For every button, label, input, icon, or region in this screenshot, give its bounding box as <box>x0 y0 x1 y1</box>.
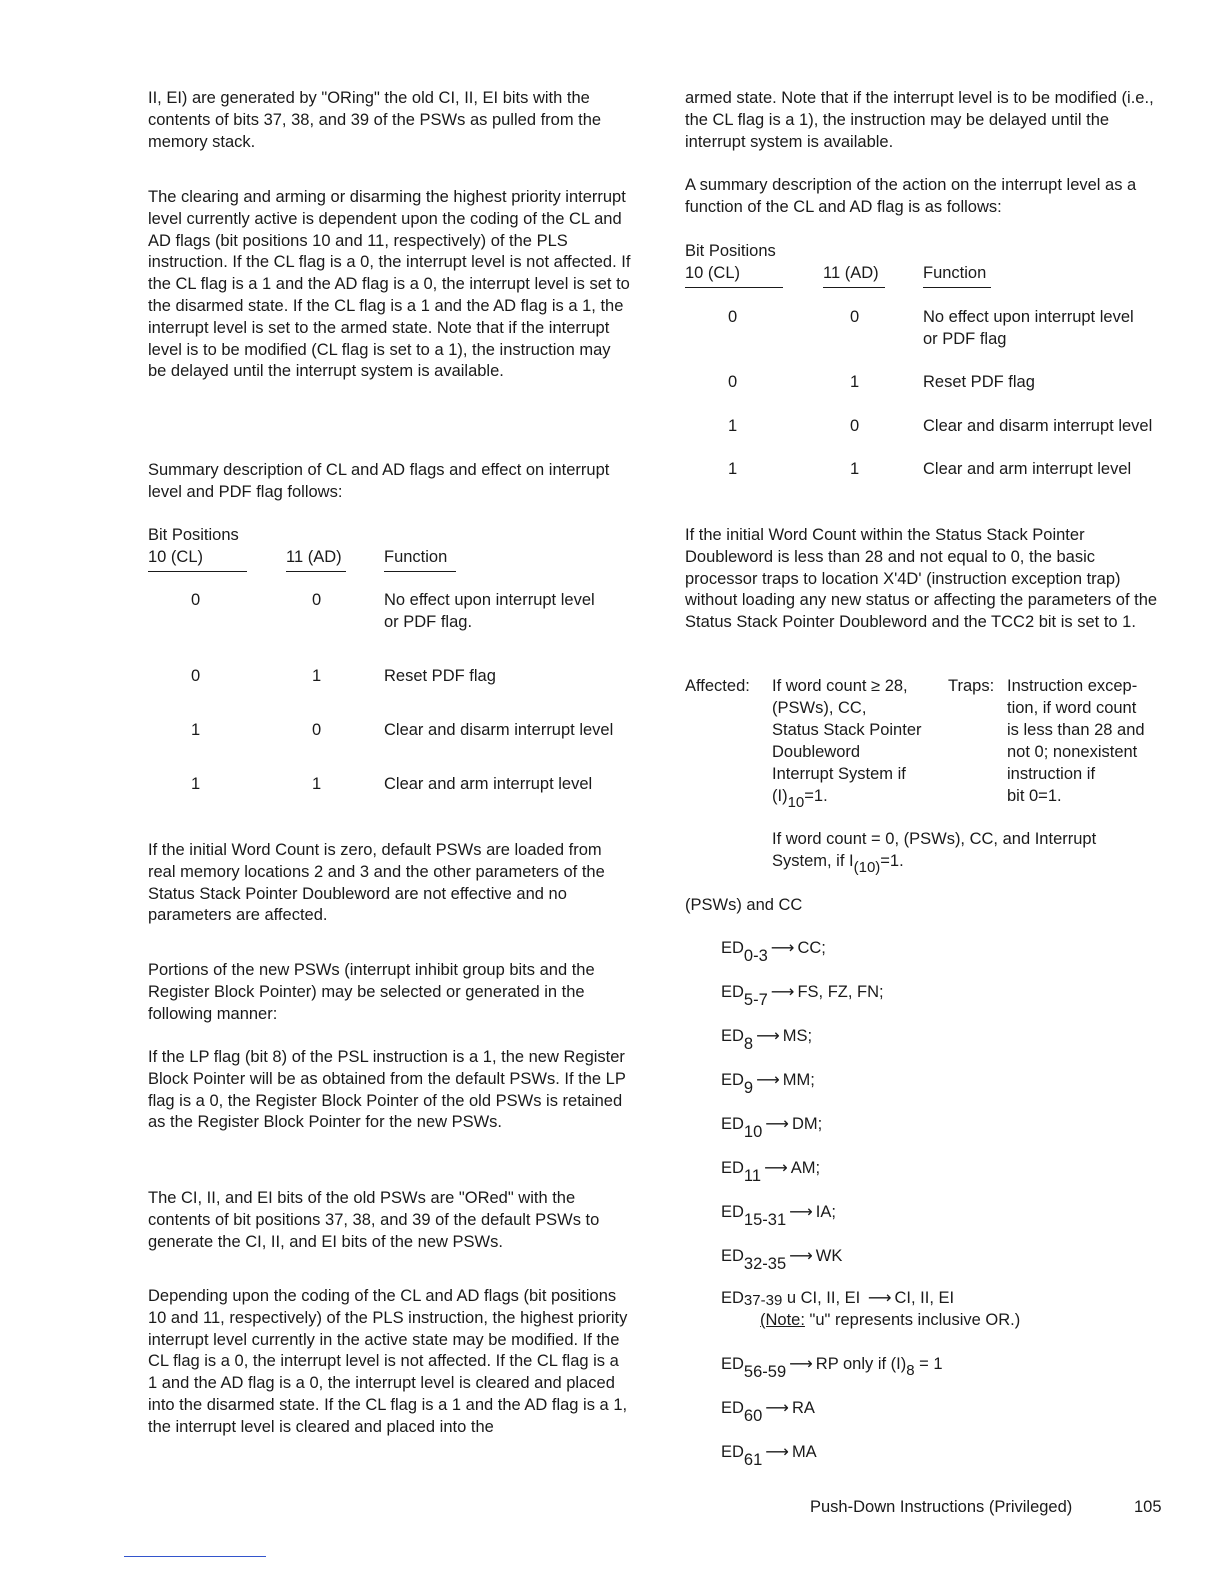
word-count-zero-line-1: If word count = 0, (PSWs), CC, and Interrupt <box>772 830 1097 848</box>
table-row-1-function-cont: or PDF flag. <box>384 613 473 631</box>
table-rule-cl <box>685 287 783 288</box>
table-row-4-cl: 1 <box>728 460 738 478</box>
table-row-3-function: Clear and disarm interrupt level <box>923 417 1153 435</box>
ed-target: RP only if (I) <box>815 1355 907 1373</box>
ed-op-7 <box>721 1246 843 1273</box>
wc0-system: System, if I <box>772 851 854 870</box>
ed-subscript: 0-3 <box>743 947 768 965</box>
ed-subscript: 56-59 <box>743 1363 787 1381</box>
left-paragraph-8: Depending upon the coding of the CL and AD flags (bit positions 10 and 11, respectively) of the PLS instruction, the highest priority interrupt level currently in the active state may be modified. If the CL flag is a 0, the interrupt level is not affected. If the CL flag is a 1 and the AD flag is a 0, the interrupt level is cleared and placed into the disarmed state. If the CL flag is a 1 and the AD flag is a 1, the interrupt level is cleared and placed into the <box>148 1287 628 1436</box>
affected-traps-block <box>685 676 1185 826</box>
table-row-4-function: Clear and arm interrupt level <box>923 460 1132 478</box>
ed-or-middle: u CI, II, EI <box>782 1289 865 1307</box>
traps-line-2: tion, if word count <box>1007 699 1137 717</box>
word-count-zero-line-2 <box>772 851 1192 876</box>
table-row-2-function: Reset PDF flag <box>923 373 1035 391</box>
right-paragraph-1: armed state. Note that if the interrupt level is to be modified (i.e., the CL flag is a 1), the instruction may be delayed until the interrupt system is available. <box>685 89 1154 151</box>
traps-line-6: bit 0=1. <box>1007 787 1062 805</box>
ed-target: RA <box>791 1399 815 1417</box>
table-row-2-cl: 0 <box>191 667 201 685</box>
table-row-3-ad: 0 <box>850 417 860 435</box>
ed-op-3 <box>721 1070 815 1097</box>
ed-base: ED <box>721 1399 744 1417</box>
traps-line-4: not 0; nonexistent <box>1007 743 1138 761</box>
table-rule-ad <box>286 571 346 572</box>
table-rule-ad <box>823 287 885 288</box>
ed-subscript: 11 <box>743 1167 762 1185</box>
ed-op-4 <box>721 1114 823 1141</box>
table-rule-cl <box>148 571 247 572</box>
ed-target: MA <box>791 1443 817 1461</box>
traps-label: Traps: <box>948 677 995 695</box>
ed-target: FS, FZ, FN; <box>797 983 884 1001</box>
arrow-right-icon: ⟶ <box>764 1159 788 1177</box>
table-row-2-cl: 0 <box>728 373 738 391</box>
note-text: "u" represents inclusive OR.) <box>804 1311 1021 1329</box>
ed-op-9 <box>721 1442 817 1469</box>
arrow-right-icon: ⟶ <box>867 1289 892 1307</box>
table-row-1-ad: 0 <box>850 308 860 326</box>
table-col-ad: 11 (AD) <box>286 548 342 566</box>
table-col-cl: 10 (CL) <box>148 548 204 566</box>
table-row-4-cl: 1 <box>191 775 201 793</box>
ed-base: ED <box>721 1355 744 1373</box>
left-paragraph-5: Portions of the new PSWs (interrupt inhibit group bits and the Register Block Pointer) may be selected or generated in the following manner: <box>148 961 595 1023</box>
ed-target-tail: = 1 <box>914 1355 943 1373</box>
affected-line-1: If word count ≥ 28, <box>772 677 908 695</box>
left-paragraph-7: The CI, II, and EI bits of the old PSWs are "ORed" with the contents of bit positions 37, 38, and 39 of the default PSWs to generate the CI, II, and EI bits of the new PSWs. <box>148 1189 600 1251</box>
ed-base: ED <box>721 1443 744 1461</box>
table-row-4-ad: 1 <box>312 775 322 793</box>
table-col-function: Function <box>384 548 448 566</box>
ed-op-0 <box>721 938 826 965</box>
table-row-4-function: Clear and arm interrupt level <box>384 775 593 793</box>
arrow-right-icon: ⟶ <box>756 1027 780 1045</box>
table-row-1-function-cont: or PDF flag <box>923 330 1007 348</box>
left-paragraph-6: If the LP flag (bit 8) of the PSL instruction is a 1, the new Register Block Pointer will be as obtained from the default PSWs. If the LP flag is a 0, the Register Block Pointer of the old PSWs is retained as the Register Block Pointer for the new PSWs. <box>148 1048 626 1132</box>
ed-base: ED <box>721 1203 744 1221</box>
ed-base: ED <box>721 1027 744 1045</box>
table-row-4-ad: 1 <box>850 460 860 478</box>
ed-subscript: 10 <box>743 1123 763 1141</box>
table-row-3-ad: 0 <box>312 721 322 739</box>
table-row-3-function: Clear and disarm interrupt level <box>384 721 614 739</box>
ed-op-8 <box>721 1398 815 1425</box>
table-col-ad: 11 (AD) <box>823 264 879 282</box>
ed-subscript: 32-35 <box>743 1255 787 1273</box>
word-count-zero <box>772 829 1192 876</box>
arrow-right-icon: ⟶ <box>765 1443 789 1461</box>
or-note <box>760 1310 1020 1332</box>
affected-line-6 <box>772 786 828 811</box>
left-paragraph-3: Summary description of CL and AD flags and effect on interrupt level and PDF flag follows: <box>148 461 610 501</box>
table-rule-function <box>923 287 991 288</box>
wc0-eq: =1. <box>880 851 904 870</box>
ed-target: AM; <box>790 1159 821 1177</box>
affected-i-subscript: 10 <box>787 794 805 811</box>
ed-base: ED <box>721 1247 744 1265</box>
page-number: 105 <box>1134 1498 1162 1516</box>
arrow-right-icon: ⟶ <box>756 1071 780 1089</box>
ed-op-6 <box>721 1202 836 1229</box>
table-row-1-ad: 0 <box>312 591 322 609</box>
traps-line-3: is less than 28 and <box>1007 721 1145 739</box>
affected-line-3: Status Stack Pointer <box>772 721 922 739</box>
table-row-2-ad: 1 <box>312 667 322 685</box>
ed-target: WK <box>815 1247 843 1265</box>
ed-subscript: 61 <box>743 1451 763 1469</box>
ed-subscript: 9 <box>743 1079 754 1097</box>
affected-line-4: Doubleword <box>772 743 861 761</box>
footer-title: Push-Down Instructions (Privileged) <box>810 1498 1073 1516</box>
table-col-function: Function <box>923 264 987 282</box>
table-rule-function <box>384 571 456 572</box>
wc0-subscript: (10) <box>853 858 881 876</box>
ed-subscript: 5-7 <box>743 991 768 1009</box>
affected-label: Affected: <box>685 677 750 695</box>
ed-base: ED <box>721 983 744 1001</box>
ed-target: IA; <box>815 1203 836 1221</box>
ed-rp-line <box>721 1354 943 1381</box>
table-col-cl: 10 (CL) <box>685 264 741 282</box>
table-row-3-cl: 1 <box>728 417 738 435</box>
ed-target: CI, II, EI <box>894 1289 955 1307</box>
left-flag-table <box>148 525 648 805</box>
left-paragraph-2: The clearing and arming or disarming the highest priority interrupt level currently active is dependent upon the coding of the CL and AD flags (bit positions 10 and 11, respectively) of the PLS instruction. If the CL flag is a 0, the interrupt level is not affected. If the CL flag is a 1 and the AD flag is a 0, the interrupt level is set to the disarmed state. If the CL flag is a 1 and the AD flag is a 1, the interrupt level is set to the armed state. Note that if the interrupt level is to be modified (CL flag is set to a 1), the instruction may be delayed until the interrupt system is available. <box>148 188 631 381</box>
ed-target: MS; <box>782 1027 813 1045</box>
arrow-right-icon: ⟶ <box>765 1399 789 1417</box>
ed-base: ED <box>721 1115 744 1133</box>
arrow-right-icon: ⟶ <box>789 1355 813 1373</box>
ed-op-1 <box>721 982 884 1009</box>
right-paragraph-2: A summary description of the action on the interrupt level as a function of the CL and AD flag is as follows: <box>685 176 1137 216</box>
ed-or-line <box>721 1288 954 1310</box>
table-row-2-function: Reset PDF flag <box>384 667 496 685</box>
traps-line-1: Instruction excep- <box>1007 677 1138 695</box>
ed-base: ED <box>721 1159 744 1177</box>
ed-target: CC; <box>797 939 826 957</box>
traps-line-5: instruction if <box>1007 765 1096 783</box>
table-row-1-cl: 0 <box>728 308 738 326</box>
arrow-right-icon: ⟶ <box>789 1203 813 1221</box>
ed-subscript: 15-31 <box>743 1211 787 1229</box>
table-row-2-ad: 1 <box>850 373 860 391</box>
table-row-1-function: No effect upon interrupt level <box>923 308 1134 326</box>
footer-divider <box>124 1556 266 1557</box>
affected-i: (I) <box>772 787 788 805</box>
table-row-1-cl: 0 <box>191 591 201 609</box>
left-paragraph-1: II, EI) are generated by "ORing" the old CI, II, EI bits with the contents of bits 37, 38, and 39 of the PSWs as pulled from the memory stack. <box>148 89 602 151</box>
right-paragraph-3: If the initial Word Count within the Status Stack Pointer Doubleword is less than 28 and not equal to 0, the basic processor traps to location X'4D' (instruction exception trap) without loading any new status or affecting the parameters of the Status Stack Pointer Doubleword and the TCC2 bit is set to 1. <box>685 526 1158 632</box>
ed-subscript: 8 <box>743 1035 754 1053</box>
table-bit-positions-label: Bit Positions <box>685 242 776 260</box>
ed-base: ED <box>721 1071 744 1089</box>
ed-subscript: 60 <box>743 1407 763 1425</box>
table-row-1-function: No effect upon interrupt level <box>384 591 595 609</box>
note-label: (Note: <box>760 1311 805 1329</box>
arrow-right-icon: ⟶ <box>765 1115 789 1133</box>
affected-i-eq: =1. <box>804 787 828 805</box>
arrow-right-icon: ⟶ <box>770 939 795 957</box>
ed-base: ED <box>721 1289 744 1307</box>
ed-target-subscript: 8 <box>906 1362 915 1379</box>
table-row-3-cl: 1 <box>191 721 201 739</box>
arrow-right-icon: ⟶ <box>770 983 795 1001</box>
affected-line-2: (PSWs), CC, <box>772 699 867 717</box>
affected-line-5: Interrupt System if <box>772 765 906 783</box>
ed-op-5 <box>721 1158 821 1185</box>
ed-base: ED <box>721 939 744 957</box>
ed-target: MM; <box>782 1071 815 1089</box>
table-bit-positions-label: Bit Positions <box>148 526 239 544</box>
ed-op-2 <box>721 1026 813 1053</box>
arrow-right-icon: ⟶ <box>789 1247 813 1265</box>
ed-target: DM; <box>791 1115 823 1133</box>
psws-cc-heading: (PSWs) and CC <box>685 896 803 914</box>
left-paragraph-4: If the initial Word Count is zero, default PSWs are loaded from real memory locations 2 and 3 and the other parameters of the Status Stack Pointer Doubleword are not effective and no parameters are affected. <box>148 841 605 925</box>
ed-subscript: 37-39 <box>743 1292 783 1309</box>
right-flag-table <box>685 241 1185 491</box>
